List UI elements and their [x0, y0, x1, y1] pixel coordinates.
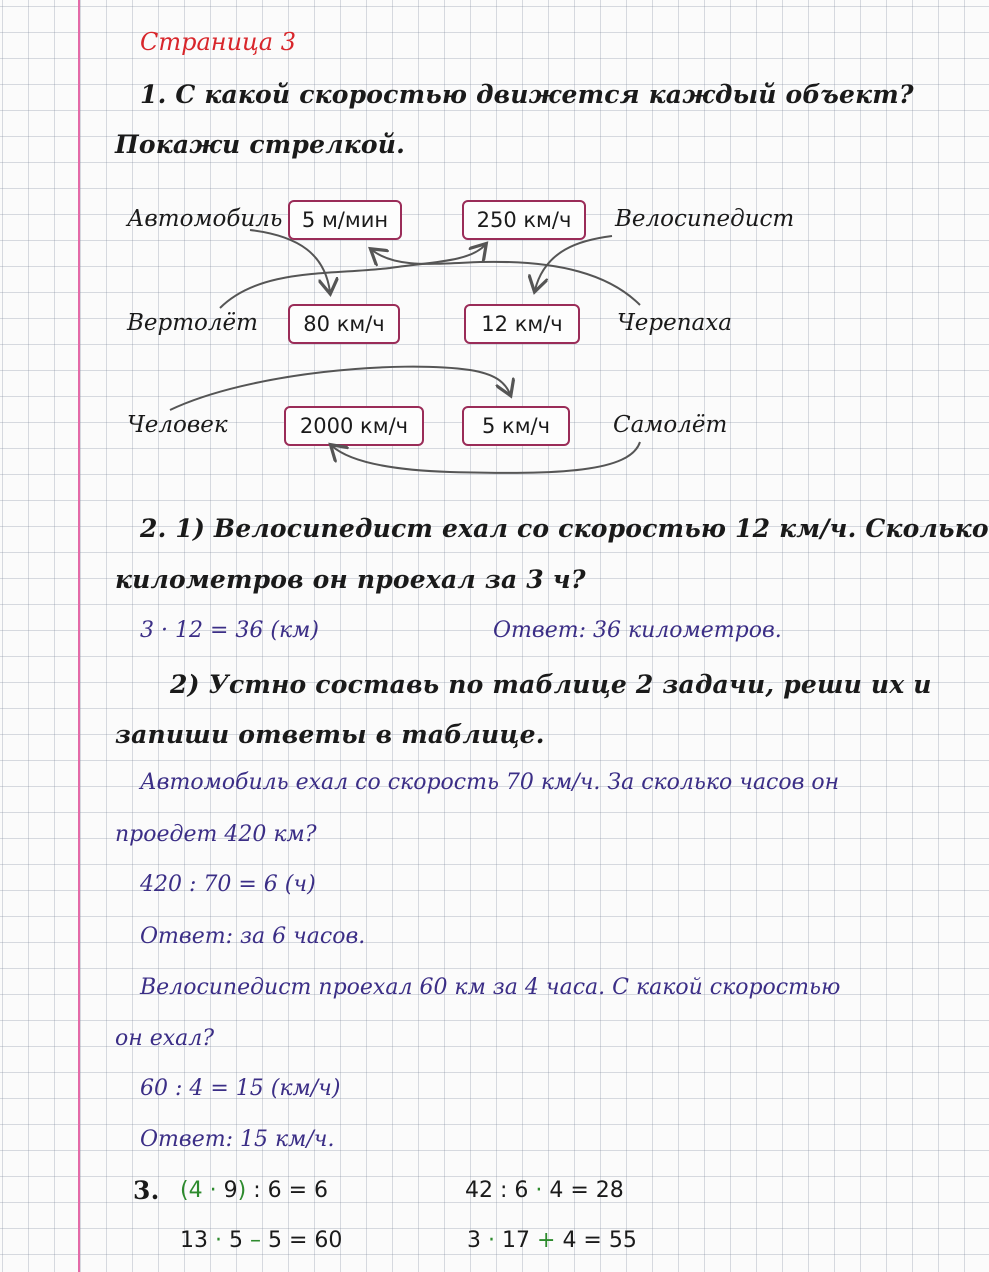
speed-box-5-m-min: 5 м/мин	[288, 200, 402, 240]
expression-part: 4 = 55	[562, 1228, 637, 1253]
bracket-open: (4	[180, 1178, 203, 1203]
expression-part: 5	[229, 1228, 243, 1253]
task3-expression-2	[465, 1178, 624, 1203]
task1-instruction: Покажи стрелкой.	[115, 130, 405, 159]
dot-sign: ·	[209, 1178, 217, 1203]
task3-number: 3.	[133, 1176, 160, 1205]
task2-part1-line2: километров он проехал за 3 ч?	[115, 565, 586, 594]
page-title: Страница 3	[140, 28, 297, 56]
dot-sign: ·	[215, 1228, 222, 1253]
expression-part: 13	[180, 1228, 208, 1253]
task1-question: 1. С какой скоростью движется каждый объект?	[140, 80, 914, 109]
object-turtle: Черепаха	[617, 310, 732, 336]
object-helicopter: Вертолёт	[127, 310, 258, 336]
problem-a-line1: Автомобиль ехал со скорость 70 км/ч. За сколько часов он	[140, 770, 840, 795]
dot-sign: ·	[488, 1228, 495, 1253]
task3-expression-1	[180, 1178, 328, 1203]
bracket-close: )	[237, 1178, 247, 1203]
task2-part2-line2: запиши ответы в таблице.	[115, 720, 545, 749]
speed-box-5-km-h: 5 км/ч	[462, 406, 570, 446]
task2-part2-line1: 2) Устно составь по таблице 2 задачи, реши их и	[170, 670, 932, 699]
arrow-cyclist-to-12	[535, 236, 612, 290]
arrow-person-to-5kmh	[170, 367, 510, 410]
arrow-plane-to-2000	[332, 442, 640, 473]
problem-b-line2: он ехал?	[115, 1026, 215, 1051]
object-cyclist: Велосипедист	[615, 206, 795, 232]
expression-part: 3	[467, 1228, 481, 1253]
speed-box-2000-km-h: 2000 км/ч	[284, 406, 424, 446]
task2-solution1: 3 · 12 = 36 (км)	[140, 618, 319, 643]
object-person: Человек	[127, 412, 228, 438]
number: 9	[223, 1178, 238, 1203]
expression-part: 42 : 6	[465, 1178, 529, 1203]
answer-b: Ответ: 15 км/ч.	[140, 1127, 335, 1152]
expression-rest: : 6 = 6	[253, 1178, 329, 1203]
expression-part: 5 = 60	[268, 1228, 343, 1253]
solution-a: 420 : 70 = 6 (ч)	[140, 872, 316, 897]
speed-box-80-km-h: 80 км/ч	[288, 304, 400, 344]
task2-answer1: Ответ: 36 километров.	[493, 618, 782, 643]
expression-part: 4 = 28	[549, 1178, 624, 1203]
minus-sign: –	[250, 1228, 261, 1253]
object-plane: Самолёт	[613, 412, 728, 438]
arrow-turtle-to-5mmin	[372, 250, 640, 305]
speed-box-12-km-h: 12 км/ч	[464, 304, 580, 344]
plus-sign: +	[537, 1228, 556, 1253]
problem-b-line1: Велосипедист проехал 60 км за 4 часа. С какой скоростью	[140, 975, 841, 1000]
expression-part: 17	[502, 1228, 530, 1253]
task3-expression-3	[180, 1228, 342, 1253]
task3-expression-4	[467, 1228, 637, 1253]
solution-b: 60 : 4 = 15 (км/ч)	[140, 1076, 341, 1101]
object-car: Автомобиль	[127, 206, 283, 232]
task2-part1-line1: 2. 1) Велосипедист ехал со скоростью 12 км/ч. Сколько	[140, 514, 989, 543]
arrow-helicopter-to-250	[220, 245, 485, 308]
problem-a-line2: проедет 420 км?	[115, 822, 317, 847]
dot-sign: ·	[535, 1178, 543, 1203]
answer-a: Ответ: за 6 часов.	[140, 924, 366, 949]
speed-box-250-km-h: 250 км/ч	[462, 200, 586, 240]
